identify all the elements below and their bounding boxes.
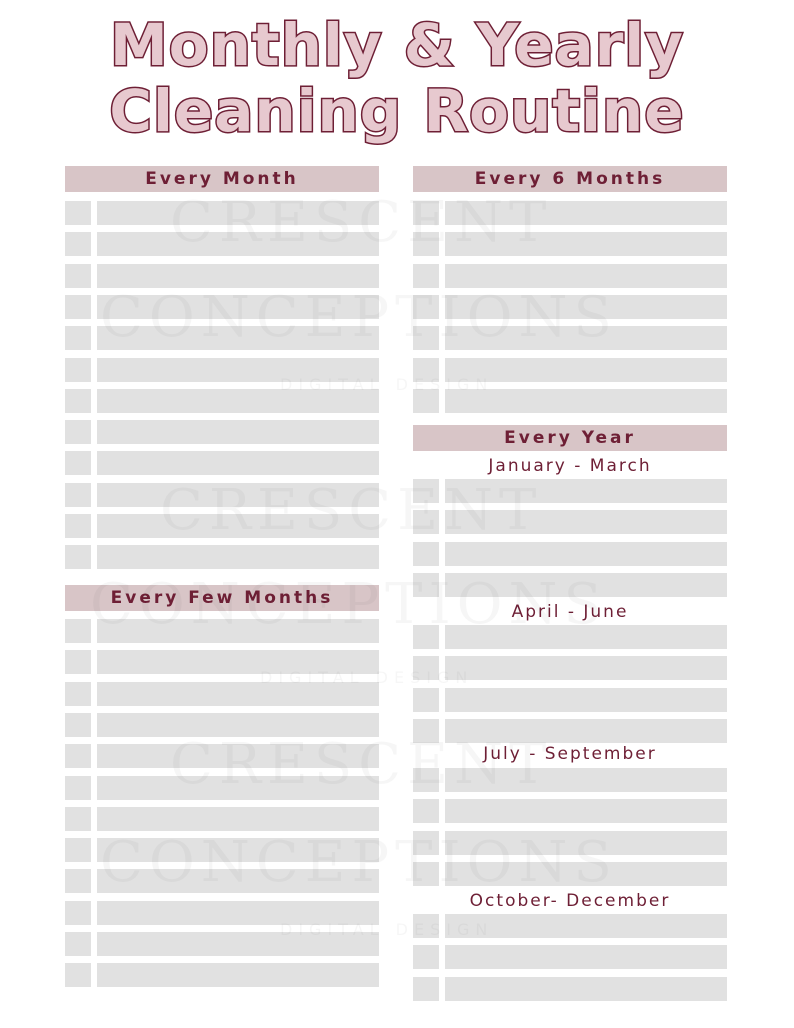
checkbox[interactable] (413, 358, 439, 382)
checkbox[interactable] (65, 389, 91, 413)
checkbox[interactable] (413, 264, 439, 288)
task-line[interactable] (97, 514, 379, 538)
checklist-row-q1[interactable] (413, 542, 727, 566)
checklist-row-every-6-months[interactable] (413, 264, 727, 288)
checklist-row-q2[interactable] (413, 719, 727, 743)
checkbox[interactable] (65, 869, 91, 893)
checkbox[interactable] (413, 542, 439, 566)
task-line[interactable] (97, 744, 379, 768)
checklist-row-every-few-months[interactable] (65, 869, 379, 893)
task-line[interactable] (445, 542, 727, 566)
checklist-row-every-month[interactable] (65, 232, 379, 256)
task-line[interactable] (97, 963, 379, 987)
checklist-row-every-month[interactable] (65, 389, 379, 413)
checkbox[interactable] (65, 420, 91, 444)
checkbox[interactable] (65, 201, 91, 225)
checklist-row-q4[interactable] (413, 945, 727, 969)
checklist-row-every-6-months[interactable] (413, 389, 727, 413)
checkbox[interactable] (413, 510, 439, 534)
task-line[interactable] (97, 451, 379, 475)
task-line[interactable] (97, 776, 379, 800)
quarter-label-q1: January - March (488, 456, 652, 476)
task-line[interactable] (445, 358, 727, 382)
task-line[interactable] (97, 713, 379, 737)
checklist-row-every-few-months[interactable] (65, 901, 379, 925)
checklist-row-every-few-months[interactable] (65, 932, 379, 956)
page-title-line-2: Cleaning Routine (109, 77, 685, 145)
checklist-row-every-few-months[interactable] (65, 963, 379, 987)
checkbox[interactable] (65, 358, 91, 382)
checkbox[interactable] (65, 264, 91, 288)
checklist-row-q2[interactable] (413, 625, 727, 649)
task-line[interactable] (97, 420, 379, 444)
task-line[interactable] (97, 682, 379, 706)
task-line[interactable] (445, 479, 727, 503)
task-line[interactable] (97, 869, 379, 893)
checklist-row-q4[interactable] (413, 914, 727, 938)
checkbox[interactable] (413, 326, 439, 350)
task-line[interactable] (97, 232, 379, 256)
checkbox[interactable] (65, 232, 91, 256)
task-line[interactable] (445, 799, 727, 823)
task-line[interactable] (97, 389, 379, 413)
checkbox[interactable] (65, 619, 91, 643)
checklist-row-every-6-months[interactable] (413, 295, 727, 319)
checkbox[interactable] (413, 799, 439, 823)
checklist-row-every-few-months[interactable] (65, 807, 379, 831)
checkbox[interactable] (413, 862, 439, 886)
checkbox[interactable] (413, 625, 439, 649)
task-line[interactable] (97, 295, 379, 319)
checklist-row-q4[interactable] (413, 977, 727, 1001)
task-line[interactable] (445, 625, 727, 649)
checkbox[interactable] (65, 838, 91, 862)
checkbox[interactable] (65, 326, 91, 350)
checkbox[interactable] (413, 688, 439, 712)
task-line[interactable] (445, 510, 727, 534)
task-line[interactable] (445, 831, 727, 855)
section-header-every-year: Every Year (413, 425, 727, 451)
checklist-row-q1[interactable] (413, 573, 727, 597)
checklist-row-every-few-months[interactable] (65, 838, 379, 862)
checkbox[interactable] (65, 901, 91, 925)
checkbox[interactable] (413, 479, 439, 503)
task-line[interactable] (445, 656, 727, 680)
task-line[interactable] (97, 901, 379, 925)
checkbox[interactable] (65, 682, 91, 706)
checkbox[interactable] (65, 963, 91, 987)
section-header-every-month: Every Month (65, 166, 379, 192)
checkbox[interactable] (413, 573, 439, 597)
checklist-row-every-few-months[interactable] (65, 619, 379, 643)
section-header-every-6-months: Every 6 Months (413, 166, 727, 192)
checklist-row-every-6-months[interactable] (413, 326, 727, 350)
checklist-row-q1[interactable] (413, 479, 727, 503)
checklist-row-every-few-months[interactable] (65, 650, 379, 674)
checklist-row-every-month[interactable] (65, 483, 379, 507)
checklist-row-every-few-months[interactable] (65, 776, 379, 800)
task-line[interactable] (97, 650, 379, 674)
checklist-row-every-month[interactable] (65, 326, 379, 350)
task-line[interactable] (445, 264, 727, 288)
checklist-row-every-6-months[interactable] (413, 232, 727, 256)
checkbox[interactable] (413, 914, 439, 938)
task-line[interactable] (445, 862, 727, 886)
checklist-row-q3[interactable] (413, 862, 727, 886)
checklist-row-every-month[interactable] (65, 420, 379, 444)
task-line[interactable] (97, 838, 379, 862)
checklist-row-every-month[interactable] (65, 514, 379, 538)
checkbox[interactable] (413, 201, 439, 225)
checkbox[interactable] (413, 232, 439, 256)
task-line[interactable] (445, 768, 727, 792)
checkbox[interactable] (65, 744, 91, 768)
task-line[interactable] (445, 232, 727, 256)
page-title-line-1: Monthly & Yearly (110, 11, 684, 79)
checkbox[interactable] (65, 776, 91, 800)
checklist-row-every-month[interactable] (65, 451, 379, 475)
checkbox[interactable] (65, 650, 91, 674)
checklist-row-every-6-months[interactable] (413, 358, 727, 382)
checklist-row-every-few-months[interactable] (65, 682, 379, 706)
checklist-row-q3[interactable] (413, 831, 727, 855)
section-header-every-few-months: Every Few Months (65, 585, 379, 611)
task-line[interactable] (445, 914, 727, 938)
task-line[interactable] (97, 483, 379, 507)
task-line[interactable] (445, 389, 727, 413)
checkbox[interactable] (65, 451, 91, 475)
quarter-label-q4: October- December (469, 891, 671, 911)
checkbox[interactable] (65, 713, 91, 737)
checkbox[interactable] (65, 295, 91, 319)
task-line[interactable] (97, 358, 379, 382)
checklist-row-every-6-months[interactable] (413, 201, 727, 225)
checklist-row-every-few-months[interactable] (65, 713, 379, 737)
task-line[interactable] (445, 573, 727, 597)
checkbox[interactable] (413, 389, 439, 413)
checkbox[interactable] (413, 719, 439, 743)
checklist-row-every-few-months[interactable] (65, 744, 379, 768)
task-line[interactable] (445, 719, 727, 743)
checklist-row-every-month[interactable] (65, 295, 379, 319)
task-line[interactable] (445, 201, 727, 225)
task-line[interactable] (445, 977, 727, 1001)
task-line[interactable] (445, 326, 727, 350)
checkbox[interactable] (413, 295, 439, 319)
checklist-row-every-month[interactable] (65, 545, 379, 569)
quarter-label-q2: April - June (511, 602, 629, 622)
checkbox[interactable] (65, 483, 91, 507)
checkbox[interactable] (413, 831, 439, 855)
task-line[interactable] (97, 545, 379, 569)
checkbox[interactable] (65, 932, 91, 956)
task-line[interactable] (445, 945, 727, 969)
task-line[interactable] (97, 201, 379, 225)
checklist-row-every-month[interactable] (65, 201, 379, 225)
checklist-row-q2[interactable] (413, 656, 727, 680)
task-line[interactable] (97, 264, 379, 288)
checkbox[interactable] (413, 768, 439, 792)
task-line[interactable] (97, 326, 379, 350)
checkbox[interactable] (65, 545, 91, 569)
checklist-row-q3[interactable] (413, 768, 727, 792)
task-line[interactable] (445, 688, 727, 712)
task-line[interactable] (97, 619, 379, 643)
checklist-row-q3[interactable] (413, 799, 727, 823)
checklist-row-q1[interactable] (413, 510, 727, 534)
checkbox[interactable] (413, 945, 439, 969)
task-line[interactable] (97, 807, 379, 831)
checklist-row-every-month[interactable] (65, 358, 379, 382)
quarter-label-q3: July - September (483, 744, 657, 764)
checkbox[interactable] (65, 807, 91, 831)
checklist-row-every-month[interactable] (65, 264, 379, 288)
checklist-row-q2[interactable] (413, 688, 727, 712)
task-line[interactable] (97, 932, 379, 956)
checkbox[interactable] (65, 514, 91, 538)
checkbox[interactable] (413, 656, 439, 680)
task-line[interactable] (445, 295, 727, 319)
checkbox[interactable] (413, 977, 439, 1001)
